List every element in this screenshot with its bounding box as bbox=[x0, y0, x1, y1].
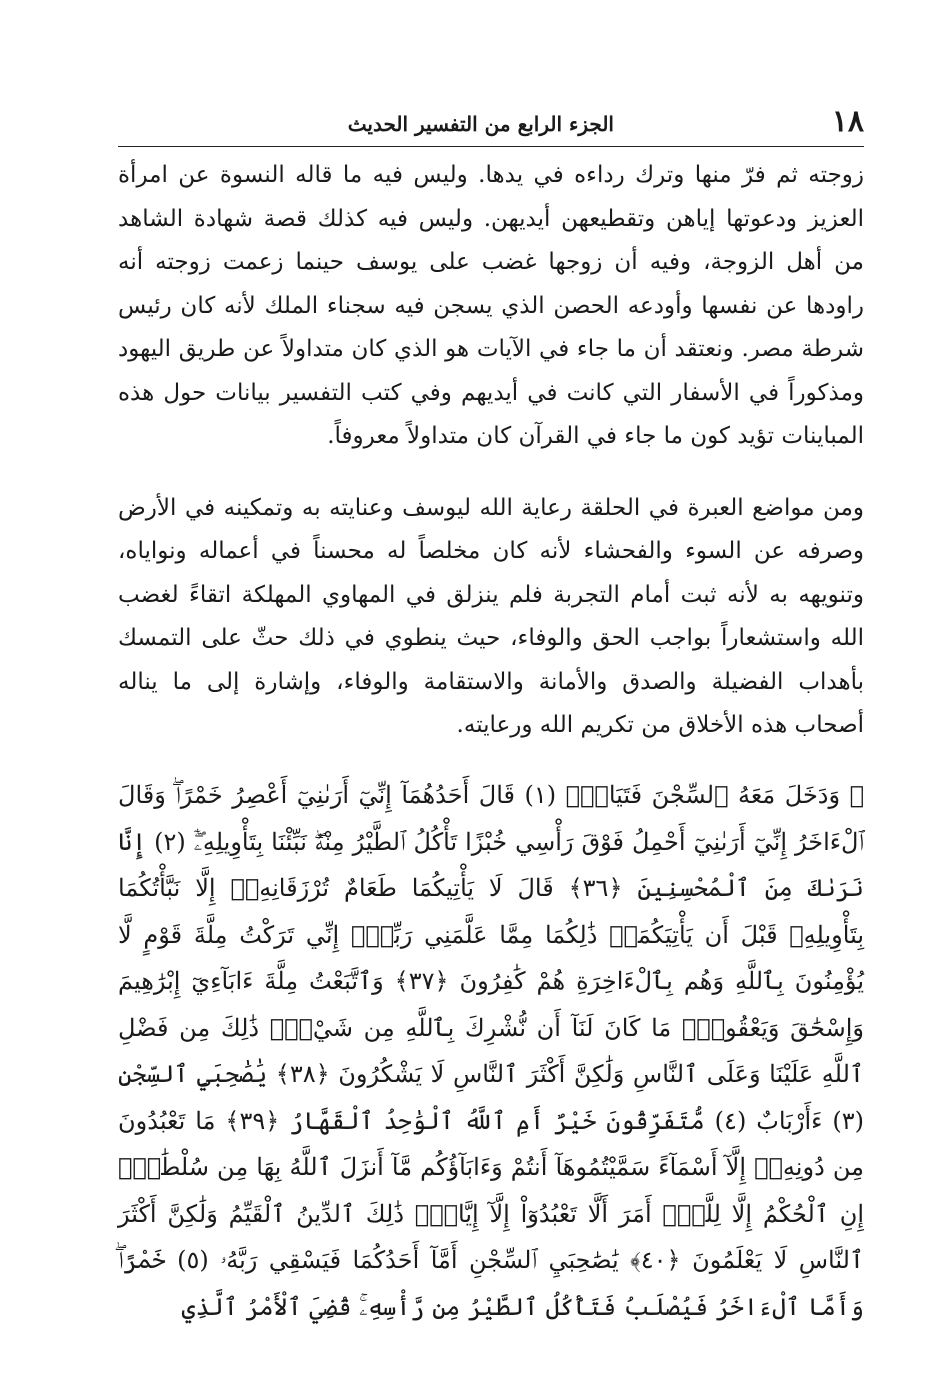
verse-body: وَدَخَلَ مَعَهُ ٱلسِّجْنَ فَتَيَانِۖ (١) قَالَ أَحَدُهُمَآ إِنِّيٓ أَرَىٰنِيٓ أَعْصِرُ خَمْرًاۖ وَقَالَ ٱلْءَاخَرُ إِنِّيٓ أَرَىٰنِيٓ أَحْمِلُ فَوْقَ رَأْسِي خُبْزًا تَأْكُلُ ٱلطَّيْرُ مِنْهُۖ نَبِّئْنَا بِتَأْوِيلِهِۦٓۖ (٢) إِنَّا نَرَىٰكَ مِنَ ٱلْمُحْسِنِينَ ﴿٣٦﴾ قَالَ لَا يَأْتِيكُمَا طَعَامٌ تُرْزَقَانِهِۦٓ إِلَّا نَبَّأْتُكُمَا بِتَأْوِيلِهِۦ قَبْلَ أَن يَأْتِيَكُمَاۚ ذَٰلِكُمَا مِمَّا عَلَّمَنِي رَبِّيٓۚ إِنِّي تَرَكْتُ مِلَّةَ قَوْمٍ لَّا يُؤْمِنُونَ بِٱللَّهِ وَهُم بِٱلْءَاخِرَةِ هُمْ كَٰفِرُونَ ﴿٣٧﴾ وَٱتَّبَعْتُ مِلَّةَ ءَابَآءِيٓ إِبْرَٰهِيمَ وَإِسْحَٰقَ وَيَعْقُوبَۚ مَا كَانَ لَنَآ أَن نُّشْرِكَ بِٱللَّهِ مِن شَيْءٍۚ ذَٰلِكَ مِن فَضْلِ ٱللَّهِ عَلَيْنَا وَعَلَى ٱلنَّاسِ وَلَٰكِنَّ أَكْثَرَ ٱلنَّاسِ لَا يَشْكُرُونَ ﴿٣٨﴾ يَٰصَٰحِبَيِ ٱلسِّجْنِ (٣) ءَأَرْبَابٌ (٤) مُّتَفَرِّقُونَ خَيْرٌ أَمِ ٱللَّهُ ٱلْوَٰحِدُ ٱلْقَهَّارُ ﴿٣٩﴾ مَا تَعْبُدُونَ مِن دُونِهِۦٓ إِلَّآ أَسْمَآءً سَمَّيْتُمُوهَآ أَنتُمْ وَءَابَآؤُكُم مَّآ أَنزَلَ ٱللَّهُ بِهَا مِن سُلْطَٰنٍۚ إِنِ ٱلْحُكْمُ إِلَّا لِلَّهِۚ أَمَرَ أَلَّا تَعْبُدُوٓاْ إِلَّآ إِيَّاهُۚ ذَٰلِكَ ٱلدِّينُ ٱلْقَيِّمُ وَلَٰكِنَّ أَكْثَرَ ٱلنَّاسِ لَا يَعْلَمُونَ ﴿٤٠﴾ يَٰصَٰحِبَيِ ٱلسِّجْنِ أَمَّآ أَحَدُكُمَا فَيَسْقِي رَبَّهُۥ (٥) خَمْرًاۖ وَأَمَّا ٱلْءَاخَرُ فَيُصْلَبُ فَتَأْكُلُ ٱلطَّيْرُ مِن رَّأْسِهِۦۚ قُضِيَ ٱلْأَمْرُ ٱلَّذِي bbox=[118, 781, 864, 1321]
quran-verse-text bbox=[118, 772, 864, 1330]
commentary-text bbox=[118, 154, 864, 748]
running-header bbox=[118, 100, 864, 148]
commentary-paragraph-2: ومن مواضع العبرة في الحلقة رعاية الله ليوسف وعنايته به وتمكينه في الأرض وصرفه عن السوء والفحشاء لأنه كان مخلصاً له محسناً في أعماله ونواياه، وتنويهه به لأنه ثبت أمام التجربة فلم ينزلق في المهاوي المهلكة اتقاءً لغضب الله واستشعاراً بواجب الحق والوفاء، حيث ينطوي في ذلك حثّ على التمسك بأهداب الفضيلة والصدق والأمانة والاستقامة والوفاء، وإشارة إلى ما يناله أصحاب هذه الأخلاق من تكريم الله ورعايته. bbox=[118, 494, 864, 738]
page-number: ١٨ bbox=[831, 104, 864, 139]
commentary-paragraph-1: زوجته ثم فرّ منها وترك رداءه في يدها. وليس فيه ما قاله النسوة عن امرأة العزيز ودعوتها إياهن وتقطيعهن أيديهن. وليس فيه كذلك قصة شهادة الشاهد من أهل الزوجة، وفيه أن زوجها غضب على يوسف حينما زعمت زوجته أنه راودها عن نفسها وأودعه الحصن الذي يسجن فيه سجناء الملك لأنه كان رئيس شرطة مصر. ونعتقد أن ما جاء في الآيات هو الذي كان متداولاً عن طريق اليهود ومذكوراً في الأسفار التي كانت في أيديهم وفي كتب التفسير بيانات حول هذه المباينات تؤيد كون ما جاء في القرآن كان متداولاً معروفاً. bbox=[118, 162, 864, 449]
quran-verses bbox=[118, 772, 864, 1330]
verse-open-ornament: ﴿ bbox=[849, 781, 864, 809]
header-divider bbox=[118, 146, 864, 147]
running-title: الجزء الرابع من التفسير الحديث bbox=[347, 112, 614, 136]
